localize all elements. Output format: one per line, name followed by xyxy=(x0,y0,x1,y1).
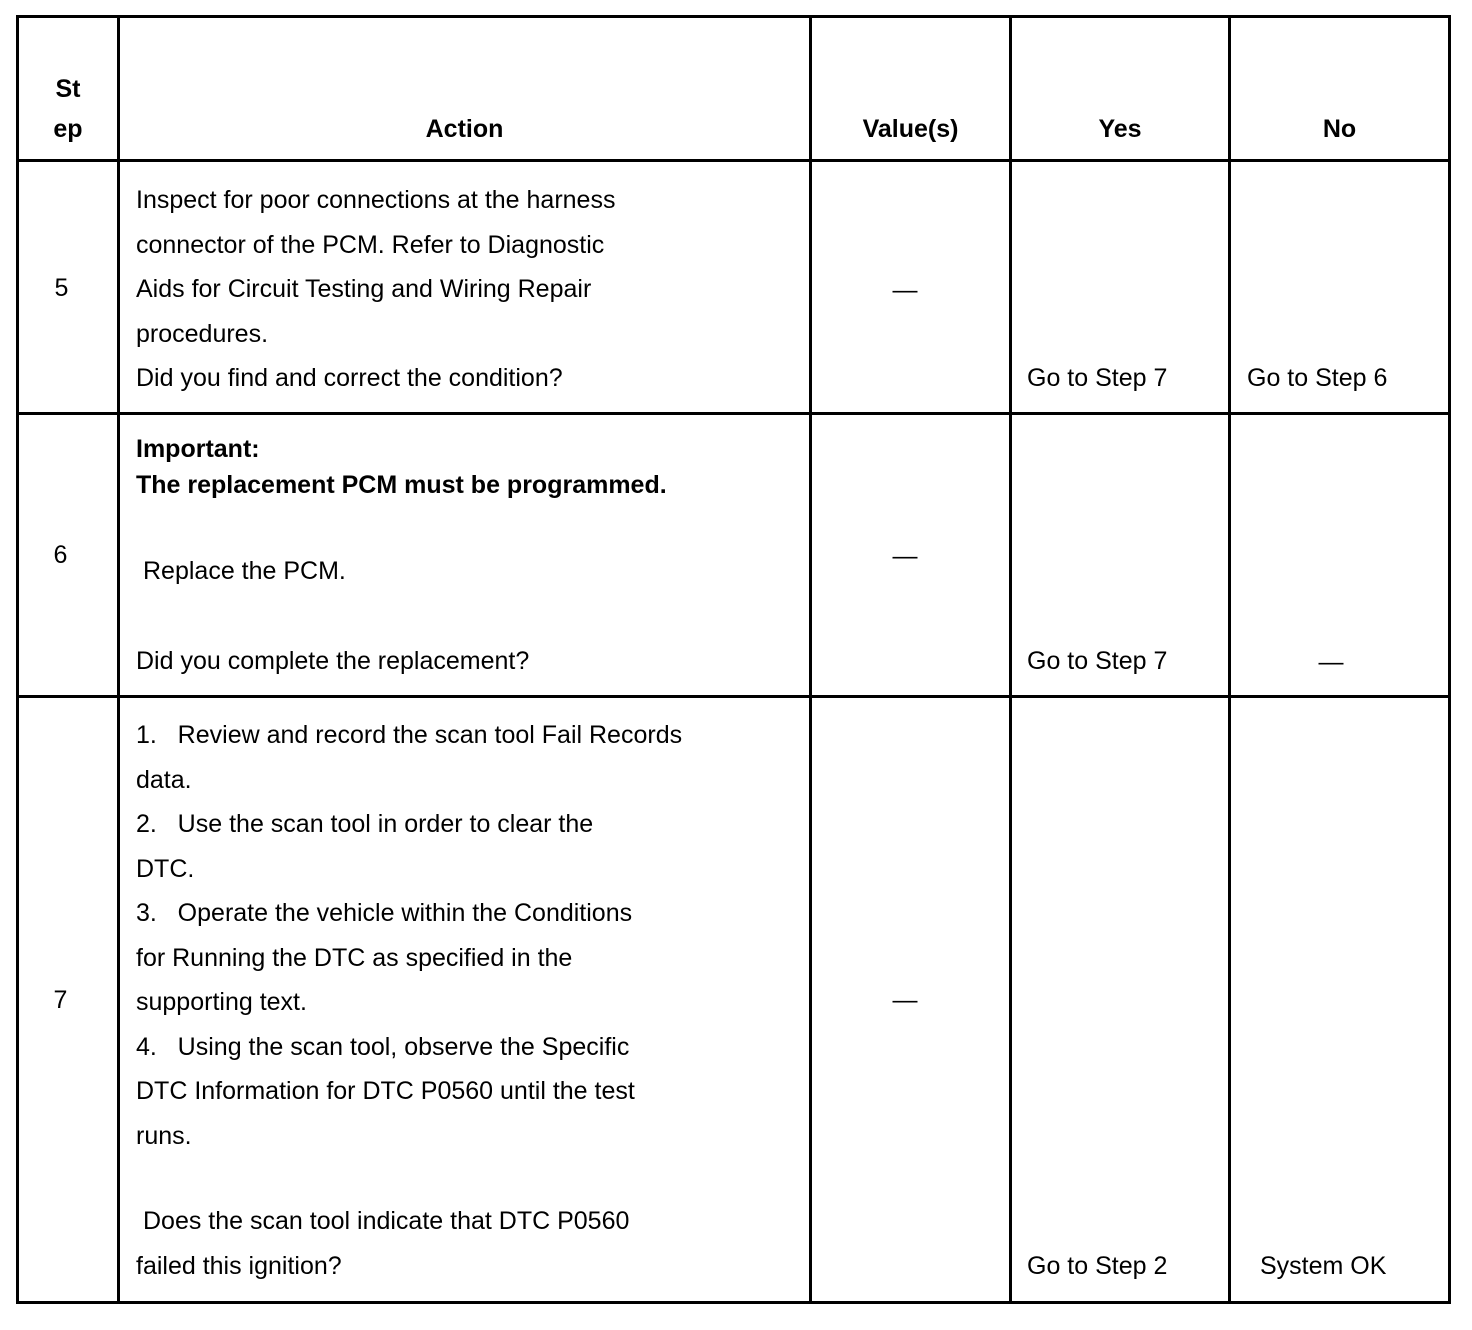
row-no-5: Go to Step 6 xyxy=(1247,364,1388,392)
action-line: supporting text. xyxy=(136,988,307,1016)
row-yes-6: Go to Step 7 xyxy=(1027,647,1168,675)
row-yes-5: Go to Step 7 xyxy=(1027,364,1168,392)
action-line: Aids for Circuit Testing and Wiring Repair xyxy=(136,275,592,303)
header-no: No xyxy=(1322,115,1357,143)
row-action-5 xyxy=(136,178,615,401)
header-step xyxy=(19,69,117,149)
row-question-6: Did you complete the replacement? xyxy=(136,647,530,675)
row-divider xyxy=(16,412,1451,415)
important-label: Important: xyxy=(136,435,260,463)
row-step-7: 7 xyxy=(53,986,68,1014)
table-border-right xyxy=(1448,15,1451,1304)
action-line: for Running the DTC as specified in the xyxy=(136,943,573,972)
action-line: DTC. xyxy=(136,854,195,883)
table-border-bottom xyxy=(16,1301,1451,1304)
action-line: Did you find and correct the condition? xyxy=(136,364,563,392)
table-border-left xyxy=(16,15,19,1304)
header-divider xyxy=(16,159,1451,162)
action-line: 2. Use the scan tool in order to clear the xyxy=(136,810,594,838)
row-no-7: System OK xyxy=(1260,1252,1387,1280)
row-step-6: 6 xyxy=(53,541,68,569)
header-step-line1: St xyxy=(55,75,81,103)
table-border-top xyxy=(16,15,1451,18)
row-yes-7: Go to Step 2 xyxy=(1027,1252,1168,1280)
action-line: connector of the PCM. Refer to Diagnostic xyxy=(136,230,605,259)
action-line: 3. Operate the vehicle within the Conditions xyxy=(136,899,633,927)
action-line: Inspect for poor connections at the harness xyxy=(136,186,616,214)
row-action-7 xyxy=(136,713,682,1158)
header-action: Action xyxy=(425,115,504,143)
action-line: 4. Using the scan tool, observe the Specific xyxy=(136,1032,630,1061)
header-yes: Yes xyxy=(1098,115,1142,143)
action-line: runs. xyxy=(136,1121,192,1150)
row-value-7: — xyxy=(892,986,918,1014)
important-text: The replacement PCM must be programmed. xyxy=(136,471,667,499)
action-line: 1. Review and record the scan tool Fail Records xyxy=(136,721,683,749)
row-action-6 xyxy=(136,427,667,507)
row-action-line-6: Replace the PCM. xyxy=(143,557,346,585)
column-divider xyxy=(1009,15,1012,1304)
header-values: Value(s) xyxy=(862,115,959,143)
row-question-7 xyxy=(136,1199,629,1288)
row-value-6: — xyxy=(892,542,918,570)
question-line: failed this ignition? xyxy=(136,1251,342,1280)
row-step-5: 5 xyxy=(54,274,69,302)
column-divider xyxy=(117,15,120,1304)
row-no-6: — xyxy=(1318,648,1344,676)
action-line: procedures. xyxy=(136,319,269,348)
question-line: Does the scan tool indicate that DTC P0560 xyxy=(143,1207,630,1235)
column-divider xyxy=(809,15,812,1304)
action-line: data. xyxy=(136,765,192,794)
row-divider xyxy=(16,695,1451,698)
row-value-5: — xyxy=(892,276,918,304)
diagnostic-table xyxy=(16,15,1451,1304)
action-line: DTC Information for DTC P0560 until the test xyxy=(136,1077,635,1105)
header-step-line2: ep xyxy=(53,115,83,143)
